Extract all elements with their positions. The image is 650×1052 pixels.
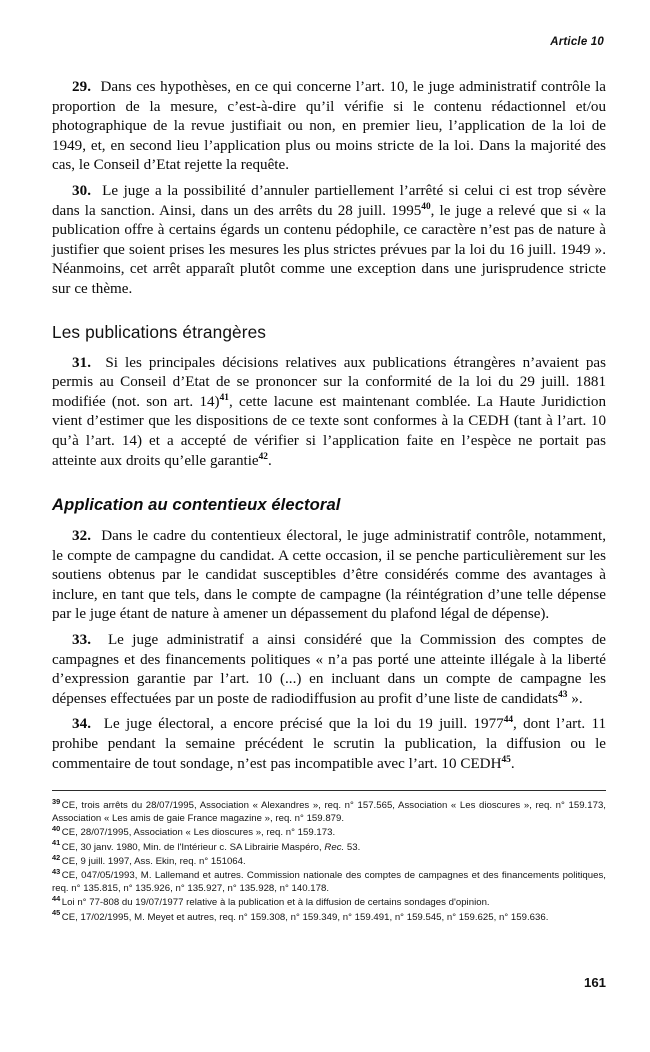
footnote-mark: 39 — [52, 796, 61, 806]
paragraph-32 — [52, 527, 606, 625]
footnote-mark: 43 — [52, 866, 61, 876]
paragraph-30 — [52, 182, 606, 300]
footnote-mark: 44 — [52, 894, 61, 904]
footnote-text: CE, 30 janv. 1980, Min. de l'Intérieur c. SA Librairie Maspéro, — [61, 841, 325, 853]
footnotes-block — [52, 790, 606, 925]
paragraph-text-cont: . — [510, 755, 515, 772]
page-number: 161 — [583, 975, 606, 990]
paragraph-number: 29. — [72, 79, 92, 95]
paragraph-34 — [52, 715, 606, 774]
footnote-39 — [52, 796, 606, 825]
paragraph-number: 31. — [72, 354, 92, 371]
footnote-ref-44[interactable]: 44 — [503, 715, 514, 726]
footnote-separator-rule — [52, 790, 606, 791]
running-head: Article 10 — [550, 36, 604, 48]
paragraph-text-cont: , le juge a relevé que si « la publication offre à certains égards un contenu pédophile, ce caractère n’est pas de nature à justifier que soient prises les mesures les plus strictes prévues par la loi du 16 juill. 1949 ». Néanmoins, cet arrêt apparaît plutôt comme une exception dans une jurisprudence stricte sur ce thème. — [52, 202, 606, 297]
paragraph-number: 33. — [72, 632, 92, 649]
paragraph-text-cont: . — [267, 452, 272, 469]
paragraph-text: Si les principales décisions relatives aux publications étrangères n’avaient pas permis au Conseil d’Etat de se prononcer sur la conformité de la loi du 29 juill. 1881 modifiée (not. son art. 14) — [52, 354, 606, 410]
section-heading-contentieux-electoral: Application au contentieux électoral — [52, 495, 341, 515]
paragraph-text: Dans le cadre du contentieux électoral, le juge administratif contrôle, notamment, le compte de campagne du candidat. A cette occasion, il se penche particulièrement sur les soutiens obtenus par le candidat susceptibles d’être considérés comme des avantages à inclure, en tant que tels, dans le compte de campagne (la réintégration d’une telle dépense par le juge étant de nature à amener un dépassement du plafond légal de dépense). — [52, 528, 606, 623]
footnote-ref-45[interactable]: 45 — [501, 754, 511, 765]
footnote-mark: 45 — [52, 908, 61, 918]
paragraph-text: Le juge administratif a ainsi considéré que la Commission des comptes de campagnes et des financements politiques « n’a pas porté une atteinte illégale à la liberté d’expression garantie par l’art. 10 (...) en incluant dans un compte de campagne les dépenses effectuées par un poste de radiodiffusion au profit d’une liste de candidats — [52, 632, 606, 707]
footnote-43 — [52, 866, 606, 895]
paragraph-33 — [52, 631, 606, 709]
paragraph-text-mid: , cette lacune est maintenant comblée. La Haute Juridiction vient d’estimer que les dispositions de ce texte sont conformes à la CEDH (tant à l’art. 10 qu’à l’art. 14) et a accepté de vérifier si l’application faite en l’espèce ne portait pas atteinte aux droits qu’elle garantie — [52, 393, 606, 469]
footnote-mark: 40 — [52, 824, 61, 834]
paragraph-number: 34. — [72, 716, 92, 733]
paragraph-text: Dans ces hypothèses, en ce qui concerne l’art. 10, le juge administratif contrôle la proportion de la mesure, c’est-à-dire qu’il vérifie si le contenu rédactionnel et/ou photographique de la revue justifiait ou non, en premier lieu, l’application de la loi de 1949, et, en second lieu l’application plus ou moins stricte de la loi. Dans la majorité des cas, le Conseil d’Etat rejette la requête. — [52, 79, 606, 174]
paragraph-text: Le juge électoral, a encore précisé que la loi du 19 juill. 1977 — [103, 716, 504, 733]
paragraph-number: 30. — [72, 182, 92, 199]
footnote-mark: 41 — [52, 838, 61, 848]
footnote-40 — [52, 826, 606, 839]
footnote-text: CE, trois arrêts du 28/07/1995, Association « Alexandres », req. n° 157.565, Association « Les dioscures », req. n° 159.173, Association « Les amis de gaie France magazine », req. n° 159.879. — [52, 800, 606, 825]
paragraph-29 — [52, 78, 606, 176]
footnote-text: CE, 17/02/1995, M. Meyet et autres, req. n° 159.308, n° 159.349, n° 159.491, n° 159.545, n° 159.625, n° 159.636. — [61, 911, 549, 923]
footnote-ref-41[interactable]: 41 — [219, 392, 229, 403]
footnote-42 — [52, 852, 606, 868]
footnote-ref-43[interactable]: 43 — [558, 689, 568, 700]
paragraph-text-mid: , dont l’art. 11 prohibe pendant la semaine précédent le scrutin la publication, la diffusion ou le commentaire de tout sondage, n’est pas incompatible avec l’art. 10 CEDH — [52, 716, 606, 772]
footnote-text-cont: 53. — [344, 841, 361, 853]
section-heading-publications-etrangeres: Les publications étrangères — [52, 321, 267, 342]
footnote-text: Loi n° 77-808 du 19/07/1977 relative à la publication et à la diffusion de certains sondages d'opinion. — [61, 897, 490, 909]
paragraph-text-cont: ». — [567, 690, 583, 707]
footnote-text: CE, 9 juill. 1997, Ass. Ekin, req. n° 151064. — [61, 855, 246, 867]
footnote-citation-ref: Rec. — [324, 841, 345, 853]
footnote-ref-42[interactable]: 42 — [258, 451, 268, 462]
footnote-44 — [52, 896, 606, 909]
footnote-45 — [52, 908, 606, 924]
footnote-text: CE, 28/07/1995, Association « Les dioscures », req. n° 159.173. — [61, 827, 336, 839]
footnote-41 — [52, 838, 606, 854]
footnote-ref-40[interactable]: 40 — [421, 201, 431, 212]
body-content — [52, 78, 606, 774]
paragraph-number: 32. — [72, 528, 92, 545]
paragraph-31 — [52, 354, 606, 472]
paragraph-text: Le juge a la possibilité d’annuler partiellement l’arrêté si celui ci est trop sévère dans la sanction. Ainsi, dans un des arrêts du 28 juill. 1995 — [52, 182, 606, 219]
footnote-mark: 42 — [52, 852, 61, 862]
footnote-text: CE, 047/05/1993, M. Lallemand et autres. Commission nationale des comptes de campagnes et des financements politiques, req. n° 135.815, n° 135.926, n° 135.927, n° 135.928, n° 140.178. — [52, 870, 606, 895]
